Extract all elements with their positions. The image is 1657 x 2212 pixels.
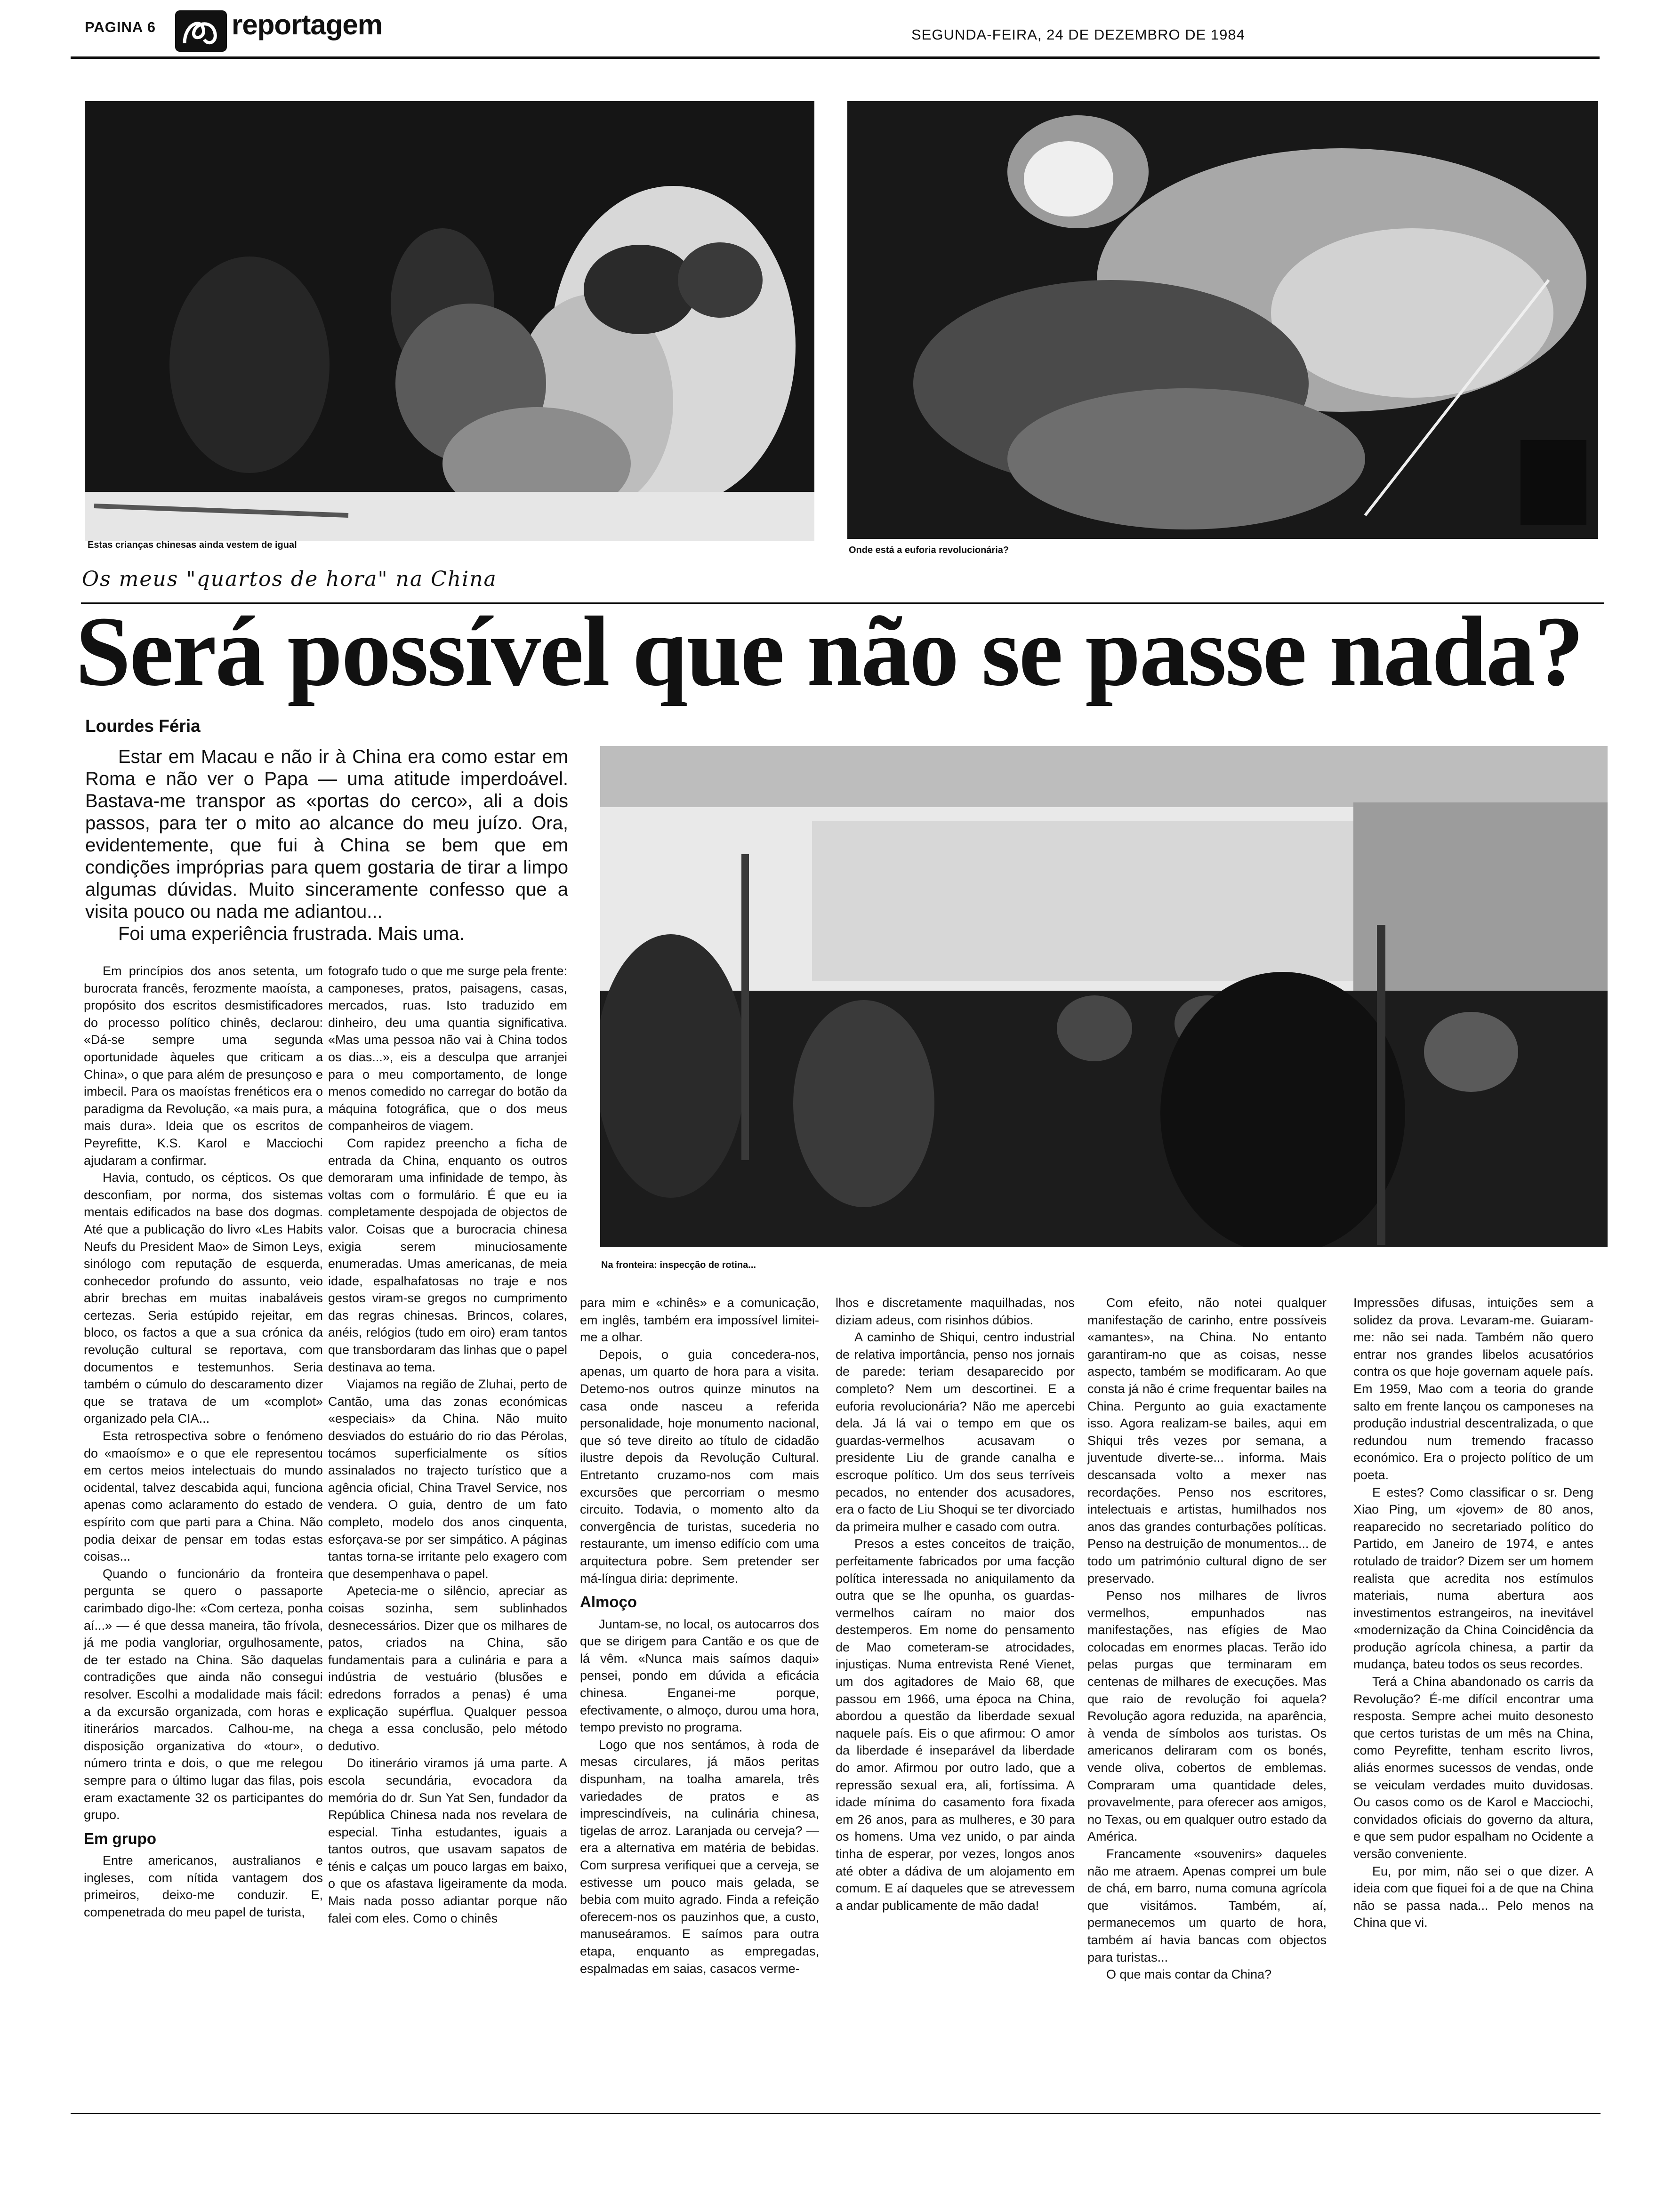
paragraph: lhos e discretamente maquilhadas, nos diziam adeus, com risinhos dúbios. bbox=[836, 1296, 1075, 1327]
article-column-1 bbox=[84, 962, 323, 1921]
issue-date: SEGUNDA-FEIRA, 24 DE DEZEMBRO DE 1984 bbox=[911, 26, 1245, 43]
photo-bus-caption: Na fronteira: inspecção de rotina... bbox=[601, 1260, 756, 1270]
paragraph: Apetecia-me o silêncio, apreciar as coisas sozinha, sem sublinhados desnecessários. Dizer que os milhares de patos, criados na China, são fundamentais para a culinária e para a indústria de vestuário (blusões e edredons forrados a penas) é uma explicação supérflua. Qualquer pessoa chega a essa conclusão, pelo método dedutivo. bbox=[328, 1584, 567, 1753]
paragraph: Com rapidez preencho a ficha de entrada da China, enquanto os outros demoraram uma infinidade de tempo, às voltas com o formulário. É que eu ia completamente despojada de objectos de valor. Coisas que a burocracia chinesa exigia serem minuciosamente enumeradas. Umas americanas, de meia idade, espalhafatosas no traje e nos gestos viram-se gregos no cumprimento das regras chinesas. Brincos, colares, anéis, relógios (tudo em oiro) eram tantos que transbordaram das linhas que o papel destinava ao tema. bbox=[328, 1136, 567, 1374]
article-column-2 bbox=[328, 962, 567, 1927]
paragraph: para mim e «chinês» e a comunicação, em inglês, também era impossível limitei-me a olhar. bbox=[580, 1296, 819, 1345]
paragraph: Depois, o guia concedera-nos, apenas, um quarto de hora para a visita. Detemo-nos outros quinze minutos na casa onde nasceu a referida personalidade, hoje monumento nacional, que só teve direito ao título de cidadão ilustre depois da Revolução Cultural. Entretanto cruzamo-nos com mais excursões que percorriam o mesmo circuito. Todavia, o momento alto da convergência de turistas, sucederia no restaurante, um imenso edifício com uma arquitectura pobre. Sem pretender ser má-língua diria: deprimente. bbox=[580, 1347, 819, 1586]
paragraph: E estes? Como classificar o sr. Deng Xiao Ping, um «jovem» de 80 anos, reaparecido no secretariado político do Partido, em Janeiro de 1974, e antes rotulado de traidor? Dizem ser um homem realista que acredita nos estímulos materiais, numa abertura aos investimentos estrangeiros, na inevitável «modernização da China Coincidência da produção agrícola chinesa, a partir da mudança, bateu todos os seus recordes. bbox=[1353, 1485, 1593, 1672]
article-column-6 bbox=[1353, 1294, 1593, 1931]
subheading: Almoço bbox=[580, 1593, 637, 1611]
paragraph: Esta retrospectiva sobre o fenómeno do «maoísmo» e o que ele representou em certos meios intelectuais do mundo ocidental, talvez descabida aqui, funciona apenas como aclaramento do estado de espírito com que parti para a China. Não podia deixar de pensar em todas estas coisas... bbox=[84, 1429, 323, 1564]
photo-right-caption: Onde está a euforia revolucionária? bbox=[849, 545, 1009, 555]
photo-left-caption: Estas crianças chinesas ainda vestem de igual bbox=[88, 540, 297, 550]
paragraph: Eu, por mim, não sei o que dizer. A ideia com que fiquei foi a de que na China não se passa nada... Pelo menos na China que vi. bbox=[1353, 1864, 1593, 1930]
header-rule bbox=[71, 56, 1600, 59]
article-column-4 bbox=[836, 1294, 1075, 1914]
article-column-3 bbox=[580, 1294, 819, 1977]
paragraph: Em princípios dos anos setenta, um burocrata francês, ferozmente maoísta, a propósito dos escritos desmistificadores do processo político chinês, declarou: «Dá-se sempre uma segunda oportunidade àqueles que criticam a China», o que para além de presunçoso e imbecil. Para os maoístas frenéticos era o paradigma da Revolução, «a mais pura, a mais dura». Ideia que os escritos de Peyrefitte, K.S. Karol e Macciochi ajudaram a confirmar. bbox=[84, 964, 323, 1168]
intro-paragraph: Estar em Macau e não ir à China era como estar em Roma e não ver o Papa — uma atitude imperdoável. Bastava-me transpor as «portas do cerco», ali a dois passos, para ter o mito ao alcance do meu juízo. Ora, evidentemente, que fui à China se bem que em condições impróprias para quem gostaria de tirar a limpo algumas dúvidas. Muito sinceramente confesso que a visita pouco ou nada me adiantou... bbox=[85, 746, 568, 922]
photo-children bbox=[85, 101, 814, 541]
paragraph: Logo que nos sentámos, à roda de mesas circulares, já mãos peritas dispunham, na toalha amarela, três variedades de pratos e as imprescindíveis, na culinária chinesa, tigelas de arroz. Laranjada ou cerveja? — era a alternativa em matéria de bebidas. Com surpresa verifiquei que a cerveja, se estivesse um pouco mais gelada, se bebia com muito agrado. Finda a refeição oferecem-nos os pauzinhos que, a custo, manuseáramos. E saímos para outra etapa, enquanto as empregadas, espalmadas em saias, casacos verme- bbox=[580, 1737, 819, 1976]
paragraph: Terá a China abandonado os carris da Revolução? É-me difícil encontrar uma resposta. Sempre achei muito desonesto que certos turistas de um mês na China, como Peyrefitte, tenham escrito livros, aliás enormes sucessos de vendas, onde se veiculam verdades muito duvidosas. Ou casos como os de Karol e Macciochi, convidados oficiais do governo da altura, e que sem pudor espalham no Ocidente a versão conveniente. bbox=[1353, 1675, 1593, 1861]
section-title: reportagem bbox=[232, 9, 383, 40]
paragraph: Penso nos milhares de livros vermelhos, empunhados nas manifestações, nas efígies de Mao colocadas em enormes placas. Terão ido pelas purgas que terminaram em centenas de milhares de execuções. Mas que raio de revolução foi aquela? Revolução agora reduzida, na aparência, à venda de símbolos aos turistas. Os americanos deliraram com os bonés, vende oliva, cobertos de emblemas. Compraram uma quantidade deles, provavelmente, para oferecer aos amigos, no Texas, ou em qualquer outro estado da América. bbox=[1087, 1588, 1327, 1844]
newspaper-logo bbox=[175, 10, 227, 52]
paragraph: Havia, contudo, os cépticos. Os que desconfiam, por norma, dos sistemas mentais edificados na base dos dogmas. Até que a publicação do livro «Les Habits Neufs du President Mao» de Simon Leys, sinólogo com reputação de esquerda, conhecedor profundo do assunto, veio abrir brechas em muitas inabaláveis certezas. Seria estúpido rejeitar, em bloco, os factos a que a sua crónica da revolução cultural se reportava, com documentos e testemunhos. Seria também o cúmulo do descaramento dizer que se tratava de um «complot» organizado pela CIA... bbox=[84, 1170, 323, 1426]
subheading: Em grupo bbox=[84, 1829, 156, 1847]
paragraph: Juntam-se, no local, os autocarros dos que se dirigem para Cantão e os que de lá vêm. «Nunca mais saímos daqui» pensei, pondo em dúvida a eficácia chinesa. Enganei-me porque, efectivamente, o almoço, durou uma hora, tempo previsto no programa. bbox=[580, 1617, 819, 1735]
paragraph: Do itinerário viramos já uma parte. A escola secundária, evocadora da memória do dr. Sun Yat Sen, fundador da República Chinesa nada nos revelara de especial. Tinha estudantes, iguais a tantos outros, que usavam sapatos de ténis e calças um pouco largas em baixo, o que os afastava ligeiramente da moda. Mais nada posso adiantar porque não falei com eles. Como o chinês bbox=[328, 1756, 567, 1925]
paragraph: Com efeito, não notei qualquer manifestação de carinho, entre possíveis «amantes», na China. No entanto garantiram-no que as coisas, nesse aspecto, também se modificaram. Ao que consta já não é crime frequentar bailes na China. Pergunto ao guia exactamente isso. Agora realizam-se bailes, aqui em Shiqui três vezes por semana, a juventude diverte-se... informa. Mais descansada volto a mexer nas recordações. Penso nos escritores, intelectuais e artistas, humilhados nos anos das grandes conturbações políticas. Penso na destruição de monumentos... de todo um património cultural digno de ser preservado. bbox=[1087, 1296, 1327, 1586]
article-column-5 bbox=[1087, 1294, 1327, 1983]
paragraph: Quando o funcionário da fronteira pergunta se quero o passaporte carimbado digo-lhe: «Com certeza, ponha aí...» — é que dessa maneira, tão frívola, já me podia vangloriar, orgulhosamente, de ter estado na China. São daquelas contradições que ainda não consegui resolver. Escolhi a modalidade mais fácil: a da excursão organizada, com horas e itinerários marcados. Calhou-me, na disposição organizativa do «tour», o número trinta e dois, o que me relegou sempre para o último lugar das filas, pois eram exactamente 32 os participantes do grupo. bbox=[84, 1566, 323, 1822]
article-kicker: Os meus "quartos de hora" na China bbox=[82, 567, 497, 591]
photo-bus bbox=[600, 746, 1608, 1247]
paragraph: Impressões difusas, intuições sem a solidez da prova. Levaram-me. Guiaram-me: não sei nada. Também não quero entrar nos grandes libelos acusatórios contra os que hoje governam aquele país. Em 1959, Mao com a teoria do grande salto em frente lançou os camponeses na produção industrial descentralizada, o que redundou num tremendo fracasso económico. Era o projecto político de um poeta. bbox=[1353, 1296, 1593, 1482]
paragraph: A caminho de Shiqui, centro industrial de relativa importância, penso nos jornais de parede: teriam desaparecido por completo? Nem um descortinei. E a euforia revolucionária? Não me apercebi dela. Já lá vai o tempo em que os guardas-vermelhos acusavam o presidente Liu de grande canalha e escroque político. Um dos seus terríveis pecados, no entender dos acusadores, era o facto de Liu Shoqui se ter divorciado da primeira mulher e casado com outra. bbox=[836, 1330, 1075, 1534]
article-byline: Lourdes Féria bbox=[85, 716, 201, 736]
paragraph: Francamente «souvenirs» daqueles não me atraem. Apenas comprei um bule de chá, em barro, numa comuna agrícola que visitámos. Também, aí, permanecemos um quarto de hora, também aí havia bancas com objectos para turistas... bbox=[1087, 1847, 1327, 1964]
paragraph: Entre americanos, australianos e ingleses, com nítida vantagem dos primeiros, deixo-me conduzir. E, compenetrada do meu papel de turista, bbox=[84, 1853, 323, 1920]
photo-market bbox=[847, 101, 1598, 539]
footer-rule bbox=[71, 2113, 1601, 2114]
paragraph: Presos a estes conceitos de traição, perfeitamente fabricados por uma facção política interessada no aniquilamento da outra que se lhe opunha, os guardas-vermelhos caíram no maior dos destemperos. Em nome do pensamento de Mao cometeram-se atrocidades, injustiças. Numa entrevista René Vienet, um dos agitadores de Maio 68, que passou em 1966, uma época na China, abordou a questão da liberdade sexual naquele país. Eis o que afirmou: O amor da liberdade é inseparável da liberdade do amor. Afirmou por outro lado, que a repressão sexual era, ali, fortíssima. A idade mínima do casamento fora fixada em 26 anos, para as mulheres, e 30 para os homens. Uma vez unido, o par ainda tinha de esperar, por vezes, longos anos até obter a dádiva de um alojamento em comum. E aí daqueles que se atrevessem a andar publicamente de mão dada! bbox=[836, 1537, 1075, 1913]
paragraph: O que mais contar da China? bbox=[1106, 1967, 1272, 1982]
page-number: PAGINA 6 bbox=[85, 19, 156, 35]
article-intro bbox=[85, 746, 568, 945]
paragraph: fotografo tudo o que me surge pela frente: camponeses, pratos, paisagens, casas, mercados, ruas. Isto traduzido em dinheiro, deu uma quantia significativa. «Mas uma pessoa não vai à China todos os dias...», eis a desculpa que arranjei para o meu comportamento, de longe menos comedido no carregar do botão da máquina fotográfica, que o dos meus companheiros de viagem. bbox=[328, 964, 567, 1133]
article-headline: Será possível que não se passe nada? bbox=[75, 596, 1583, 706]
paragraph: Viajamos na região de Zluhai, perto de Cantão, uma das zonas económicas «especiais» da China. Não muito desviados do estuário do rio das Pérolas, tocámos superficialmente os sítios assinalados no trajecto turístico que a agência oficial, China Travel Service, nos vendera. O guia, dentro de um fato completo, modelo dos anos cinquenta, esforçava-se por ser simpático. A páginas tantas torna-se irritante pelo exagero com que desempenhava o papel. bbox=[328, 1377, 567, 1581]
intro-paragraph: Foi uma experiência frustrada. Mais uma. bbox=[118, 923, 465, 944]
